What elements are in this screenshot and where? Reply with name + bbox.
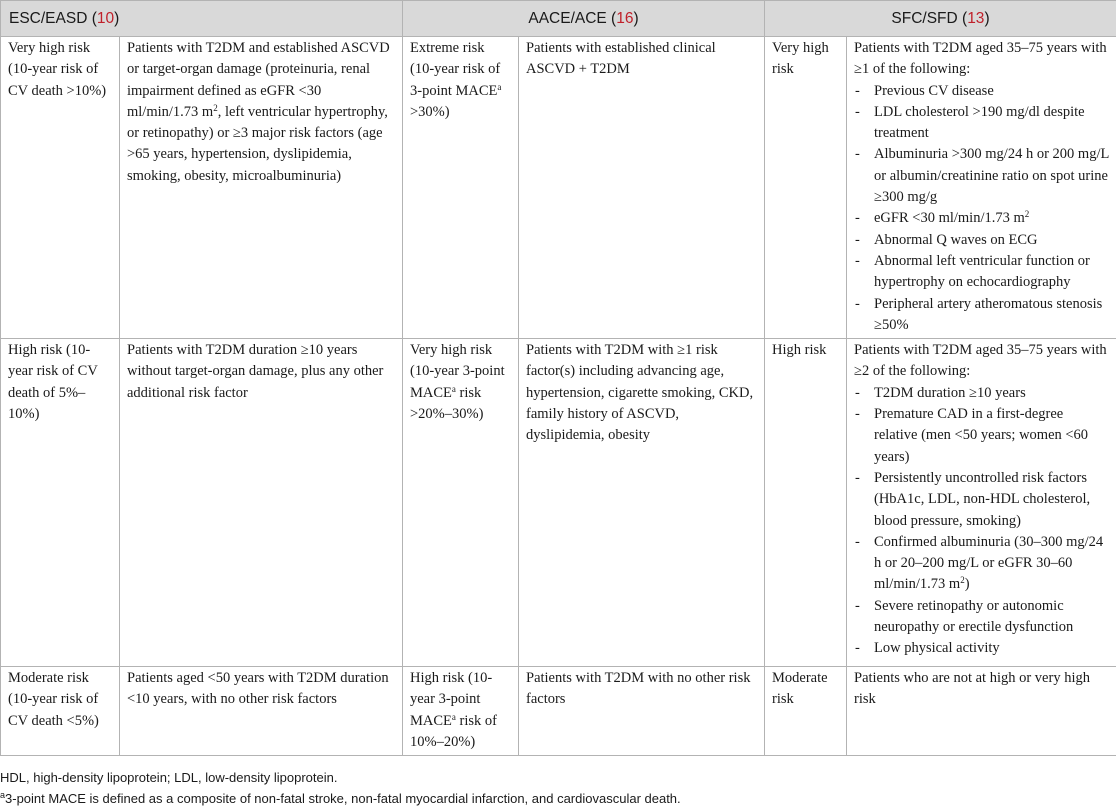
table-row-moderate xyxy=(1,667,1116,756)
header-aace-ace: AACE/ACE (16) xyxy=(403,1,765,37)
header-row xyxy=(1,1,1116,37)
footnote-mace: $^a$3-point MACE is defined as a composite of non-fatal stroke, non-fatal myocardial infarction, and cardiovascular death. xyxy=(0,790,681,806)
sfc-risk-level: High risk xyxy=(765,339,847,667)
sfc-risk-level: Very high risk xyxy=(765,37,847,339)
esc-criteria: Patients aged <50 years with T2DM duration <10 years, with no other risk factors xyxy=(120,667,403,756)
list-item: - Persistently uncontrolled risk factors (HbA1c, LDL, non-HDL cholesterol, blood pressure, smoking) xyxy=(854,468,1110,532)
list-item: - T2DM duration ≥10 years xyxy=(854,383,1110,404)
sfc-criteria: Patients with T2DM aged 35–75 years with ≥2 of the following: - T2DM duration ≥10 years - Premature CAD in a first-degree relative (men <50 years; women <60 years) - Persistently uncontrolled risk factors (HbA1c, LDL, non-HDL cholesterol, blood pressure, smoking) - Confirmed albuminuria (30–300 mg/24 h or 20–200 mg/L or eGFR 30–60 ml/min/1.73 $m^2$) - Severe retinopathy or autonomic neuropathy or erectile dysfunction - Low physical activity xyxy=(847,339,1116,667)
aace-criteria: Patients with established clinical ASCVD + T2DM xyxy=(519,37,765,339)
header-esc-easd: ESC/EASD (10) xyxy=(1,1,403,37)
list-item: - Premature CAD in a first-degree relative (men <50 years; women <60 years) xyxy=(854,404,1110,468)
esc-criteria: Patients with T2DM and established ASCVD or target-organ damage (proteinuria, renal impairment defined as eGFR <30 ml/min/1.73 $m^2$, left ventricular hypertrophy, or retinopathy) or ≥3 major risk factors (age >65 years, hypertension, dyslipidemia, smoking, obesity, microalbuminuria) xyxy=(120,37,403,339)
aace-criteria: Patients with T2DM with ≥1 risk factor(s) including advancing age, hypertension, cigarette smoking, CKD, family history of ASCVD, dyslipidemia, obesity xyxy=(519,339,765,667)
list-item: - Albuminuria >300 mg/24 h or 200 mg/L or albumin/creatinine ratio on spot urine ≥300 mg/g xyxy=(854,144,1110,208)
list-item: - eGFR <30 ml/min/1.73 $m^2$ xyxy=(854,208,1110,229)
list-item: - Peripheral artery atheromatous stenosis ≥50% xyxy=(854,294,1110,337)
esc-risk-level: Very high risk (10-year risk of CV death >10%) xyxy=(1,37,120,339)
sfc-criteria-list xyxy=(854,383,1110,660)
sfc-criteria-list xyxy=(854,81,1110,337)
esc-criteria: Patients with T2DM duration ≥10 years without target-organ damage, plus any other additional risk factor xyxy=(120,339,403,667)
sfc-criteria: Patients with T2DM aged 35–75 years with ≥1 of the following: - Previous CV disease - LDL cholesterol >190 mg/dl despite treatment - Albuminuria >300 mg/24 h or 200 mg/L or albumin/creatinine ratio on spot urine ≥300 mg/g - eGFR <30 ml/min/1.73 $m^2$ - Abnormal Q waves on ECG - Abnormal left ventricular function or hypertrophy on echocardiography - Peripheral artery atheromatous stenosis ≥50% xyxy=(847,37,1116,339)
aace-risk-level: Very high risk (10-year 3-point MACE$^a$ risk >20%–30%) xyxy=(403,339,519,667)
table-footnotes xyxy=(0,767,681,809)
list-item: - Low physical activity xyxy=(854,638,1110,659)
reference-link[interactable]: 16 xyxy=(616,9,634,27)
aace-risk-level: Extreme risk (10-year risk of 3-point $MACE^a >30\%$) xyxy=(403,37,519,339)
esc-risk-level: Moderate risk (10-year risk of CV death <5%) xyxy=(1,667,120,756)
list-item: - Abnormal Q waves on ECG xyxy=(854,230,1110,251)
reference-link[interactable]: 13 xyxy=(967,9,985,27)
table-row-high xyxy=(1,339,1116,667)
esc-risk-level: High risk (10-year risk of CV death of 5%–10%) xyxy=(1,339,120,667)
footnote-abbreviations: HDL, high-density lipoprotein; LDL, low-density lipoprotein. xyxy=(0,770,338,785)
list-item: - Previous CV disease xyxy=(854,81,1110,102)
aace-risk-level: High risk (10-year 3-point MACE$^a$ risk of 10%–20%) xyxy=(403,667,519,756)
sfc-risk-level: Moderate risk xyxy=(765,667,847,756)
list-item: - Severe retinopathy or autonomic neuropathy or erectile dysfunction xyxy=(854,596,1110,639)
sfc-criteria: Patients who are not at high or very high risk xyxy=(847,667,1116,756)
reference-link[interactable]: 10 xyxy=(96,9,115,27)
list-item: - Confirmed albuminuria (30–300 mg/24 h or 20–200 mg/L or eGFR 30–60 ml/min/1.73 $m^2$) xyxy=(854,532,1110,596)
header-sfc-sfd: SFC/SFD (13) xyxy=(765,1,1116,37)
aace-criteria: Patients with T2DM with no other risk factors xyxy=(519,667,765,756)
list-item: - Abnormal left ventricular function or hypertrophy on echocardiography xyxy=(854,251,1110,294)
list-item: - LDL cholesterol >190 mg/dl despite treatment xyxy=(854,102,1110,145)
table-row-very-high xyxy=(1,37,1116,339)
